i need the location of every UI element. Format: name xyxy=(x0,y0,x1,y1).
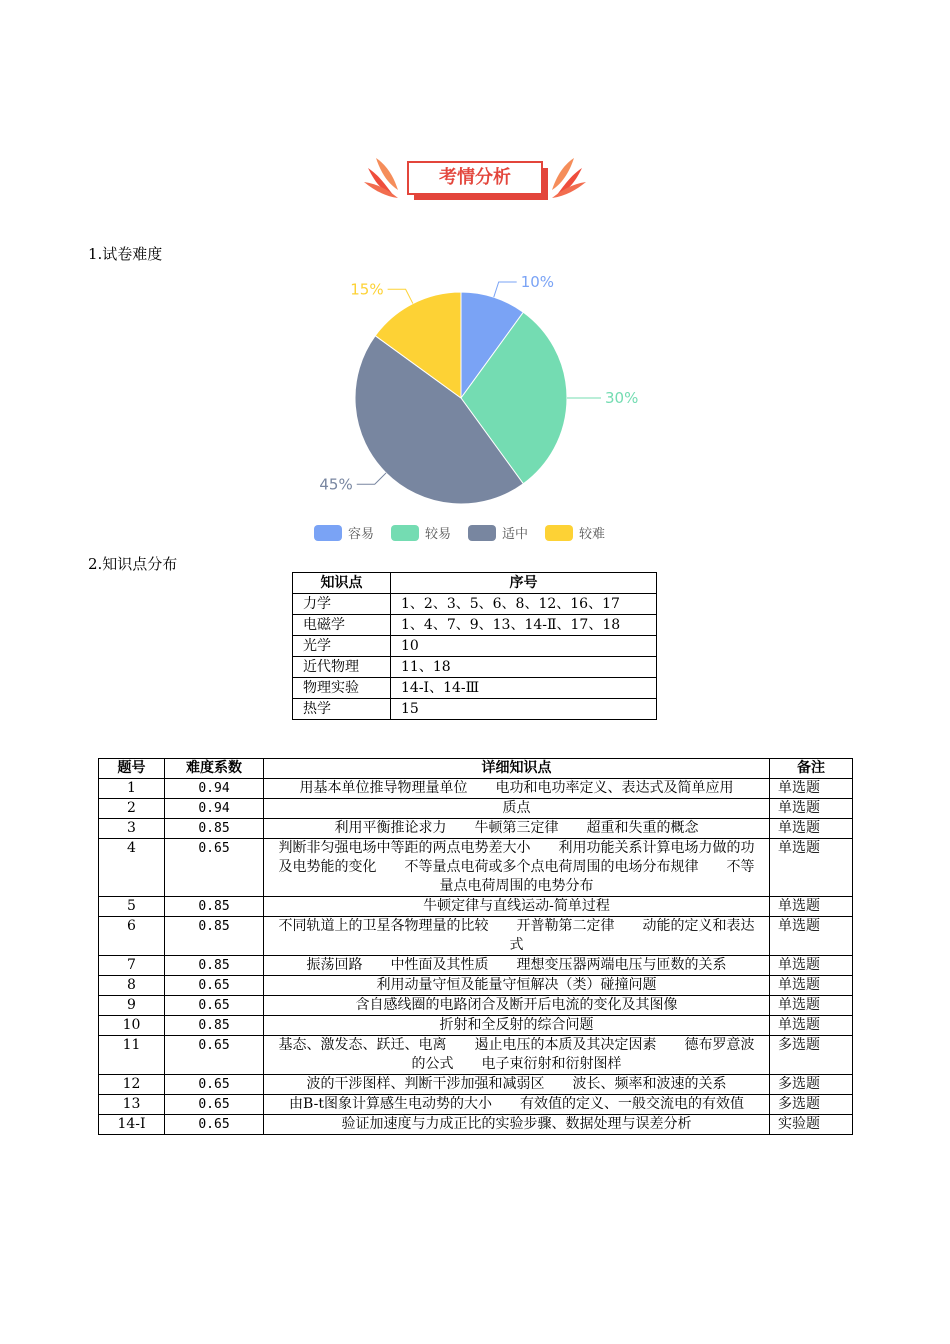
legend-swatch xyxy=(314,525,342,541)
table-row xyxy=(293,636,657,657)
q-cell: 0.65 xyxy=(165,976,264,996)
legend-swatch xyxy=(391,525,419,541)
kp-cell: 1、4、7、9、13、14-Ⅱ、17、18 xyxy=(391,615,657,636)
q-cell: 0.94 xyxy=(165,779,264,799)
table-header-row xyxy=(99,759,853,779)
q-cell: 0.85 xyxy=(165,1016,264,1036)
kp-cell: 14-Ⅰ、14-Ⅲ xyxy=(391,678,657,699)
q-cell: 多选题 xyxy=(770,1075,853,1095)
q-cell: 单选题 xyxy=(770,976,853,996)
kp-cell: 10 xyxy=(391,636,657,657)
q-cell: 0.94 xyxy=(165,799,264,819)
kp-cell: 1、2、3、5、6、8、12、16、17 xyxy=(391,594,657,615)
table-row xyxy=(99,819,853,839)
q-cell: 4 xyxy=(99,839,165,897)
kp-header-cell: 知识点 xyxy=(293,573,391,594)
q-cell: 单选题 xyxy=(770,996,853,1016)
section-banner xyxy=(360,150,590,212)
q-cell: 14-Ⅰ xyxy=(99,1115,165,1135)
difficulty-pie-chart xyxy=(300,262,660,552)
table-row xyxy=(99,799,853,819)
table-header-row xyxy=(293,573,657,594)
table-row xyxy=(293,615,657,636)
table-row xyxy=(99,1036,853,1075)
q-cell: 实验题 xyxy=(770,1115,853,1135)
table-row xyxy=(99,1115,853,1135)
q-cell: 判断非匀强电场中等距的两点电势差大小 利用功能关系计算电场力做的功及电势能的变化 不等量点电荷或多个点电荷周围的电场分布规律 不等量点电荷周围的电势分布 xyxy=(264,839,770,897)
table-row xyxy=(99,996,853,1016)
table-row xyxy=(99,917,853,956)
kp-cell: 近代物理 xyxy=(293,657,391,678)
table-row xyxy=(99,976,853,996)
q-cell: 0.85 xyxy=(165,819,264,839)
q-cell: 单选题 xyxy=(770,799,853,819)
q-cell: 单选题 xyxy=(770,819,853,839)
pie-leader-line xyxy=(388,289,413,303)
q-cell: 8 xyxy=(99,976,165,996)
q-cell: 0.85 xyxy=(165,956,264,976)
kp-cell: 电磁学 xyxy=(293,615,391,636)
q-cell: 振荡回路 中性面及其性质 理想变压器两端电压与匝数的关系 xyxy=(264,956,770,976)
pie-value-label: 30% xyxy=(605,389,639,407)
q-cell: 11 xyxy=(99,1036,165,1075)
q-cell: 基态、激发态、跃迁、电离 遏止电压的本质及其决定因素 德布罗意波的公式 电子束衍射和衍射图样 xyxy=(264,1036,770,1075)
kp-cell: 热学 xyxy=(293,699,391,720)
q-cell: 13 xyxy=(99,1095,165,1115)
q-cell: 单选题 xyxy=(770,956,853,976)
q-header-cell: 备注 xyxy=(770,759,853,779)
q-cell: 单选题 xyxy=(770,897,853,917)
banner-title: 考情分析 xyxy=(439,167,511,188)
table-row xyxy=(99,839,853,897)
q-cell: 牛顿定律与直线运动-简单过程 xyxy=(264,897,770,917)
legend-label: 容易 xyxy=(348,527,375,542)
q-cell: 0.65 xyxy=(165,839,264,897)
q-header-cell: 详细知识点 xyxy=(264,759,770,779)
legend-label: 适中 xyxy=(502,527,529,542)
q-cell: 0.85 xyxy=(165,897,264,917)
q-cell: 7 xyxy=(99,956,165,976)
q-cell: 利用动量守恒及能量守恒解决（类）碰撞问题 xyxy=(264,976,770,996)
q-cell: 利用平衡推论求力 牛顿第三定律 超重和失重的概念 xyxy=(264,819,770,839)
q-cell: 折射和全反射的综合问题 xyxy=(264,1016,770,1036)
q-cell: 6 xyxy=(99,917,165,956)
q-cell: 单选题 xyxy=(770,839,853,897)
table-row xyxy=(293,657,657,678)
q-cell: 3 xyxy=(99,819,165,839)
table-row xyxy=(99,1016,853,1036)
knowledge-point-table xyxy=(292,572,657,720)
q-cell: 12 xyxy=(99,1075,165,1095)
legend-label: 较难 xyxy=(579,527,606,542)
q-cell: 多选题 xyxy=(770,1095,853,1115)
table-row xyxy=(99,779,853,799)
q-header-cell: 题号 xyxy=(99,759,165,779)
kp-cell: 11、18 xyxy=(391,657,657,678)
q-cell: 0.65 xyxy=(165,1095,264,1115)
table-row xyxy=(99,1075,853,1095)
q-cell: 单选题 xyxy=(770,1016,853,1036)
table-row xyxy=(99,897,853,917)
q-cell: 10 xyxy=(99,1016,165,1036)
pie-value-label: 10% xyxy=(520,272,555,291)
kp-cell: 力学 xyxy=(293,594,391,615)
pie-leader-line xyxy=(494,282,517,297)
legend-label: 较易 xyxy=(425,527,452,542)
section-knowledge-heading: 2.知识点分布 xyxy=(88,555,178,573)
q-cell: 0.65 xyxy=(165,1036,264,1075)
kp-cell: 物理实验 xyxy=(293,678,391,699)
q-cell: 5 xyxy=(99,897,165,917)
q-cell: 1 xyxy=(99,779,165,799)
q-cell: 0.65 xyxy=(165,996,264,1016)
table-row xyxy=(99,956,853,976)
q-cell: 0.85 xyxy=(165,917,264,956)
table-row xyxy=(293,678,657,699)
q-cell: 含自感线圈的电路闭合及断开后电流的变化及其图像 xyxy=(264,996,770,1016)
q-cell: 0.65 xyxy=(165,1075,264,1095)
q-cell: 波的干涉图样、判断干涉加强和减弱区 波长、频率和波速的关系 xyxy=(264,1075,770,1095)
table-row xyxy=(293,594,657,615)
q-cell: 不同轨道上的卫星各物理量的比较 开普勒第二定律 动能的定义和表达式 xyxy=(264,917,770,956)
q-cell: 由B-t图象计算感生电动势的大小 有效值的定义、一般交流电的有效值 xyxy=(264,1095,770,1115)
pie-value-label: 45% xyxy=(319,475,353,494)
kp-header-cell: 序号 xyxy=(391,573,657,594)
legend-swatch xyxy=(468,525,496,541)
table-row xyxy=(293,699,657,720)
pie-leader-line xyxy=(357,473,386,484)
q-header-cell: 难度系数 xyxy=(165,759,264,779)
q-cell: 用基本单位推导物理量单位 电功和电功率定义、表达式及简单应用 xyxy=(264,779,770,799)
kp-cell: 光学 xyxy=(293,636,391,657)
q-cell: 9 xyxy=(99,996,165,1016)
section-difficulty-heading: 1.试卷难度 xyxy=(88,245,163,263)
q-cell: 验证加速度与力成正比的实验步骤、数据处理与误差分析 xyxy=(264,1115,770,1135)
q-cell: 0.65 xyxy=(165,1115,264,1135)
pie-value-label: 15% xyxy=(350,280,384,299)
kp-cell: 15 xyxy=(391,699,657,720)
question-detail-table xyxy=(98,758,853,1135)
q-cell: 质点 xyxy=(264,799,770,819)
q-cell: 2 xyxy=(99,799,165,819)
table-row xyxy=(99,1095,853,1115)
q-cell: 单选题 xyxy=(770,917,853,956)
legend-swatch xyxy=(545,525,573,541)
q-cell: 多选题 xyxy=(770,1036,853,1075)
q-cell: 单选题 xyxy=(770,779,853,799)
